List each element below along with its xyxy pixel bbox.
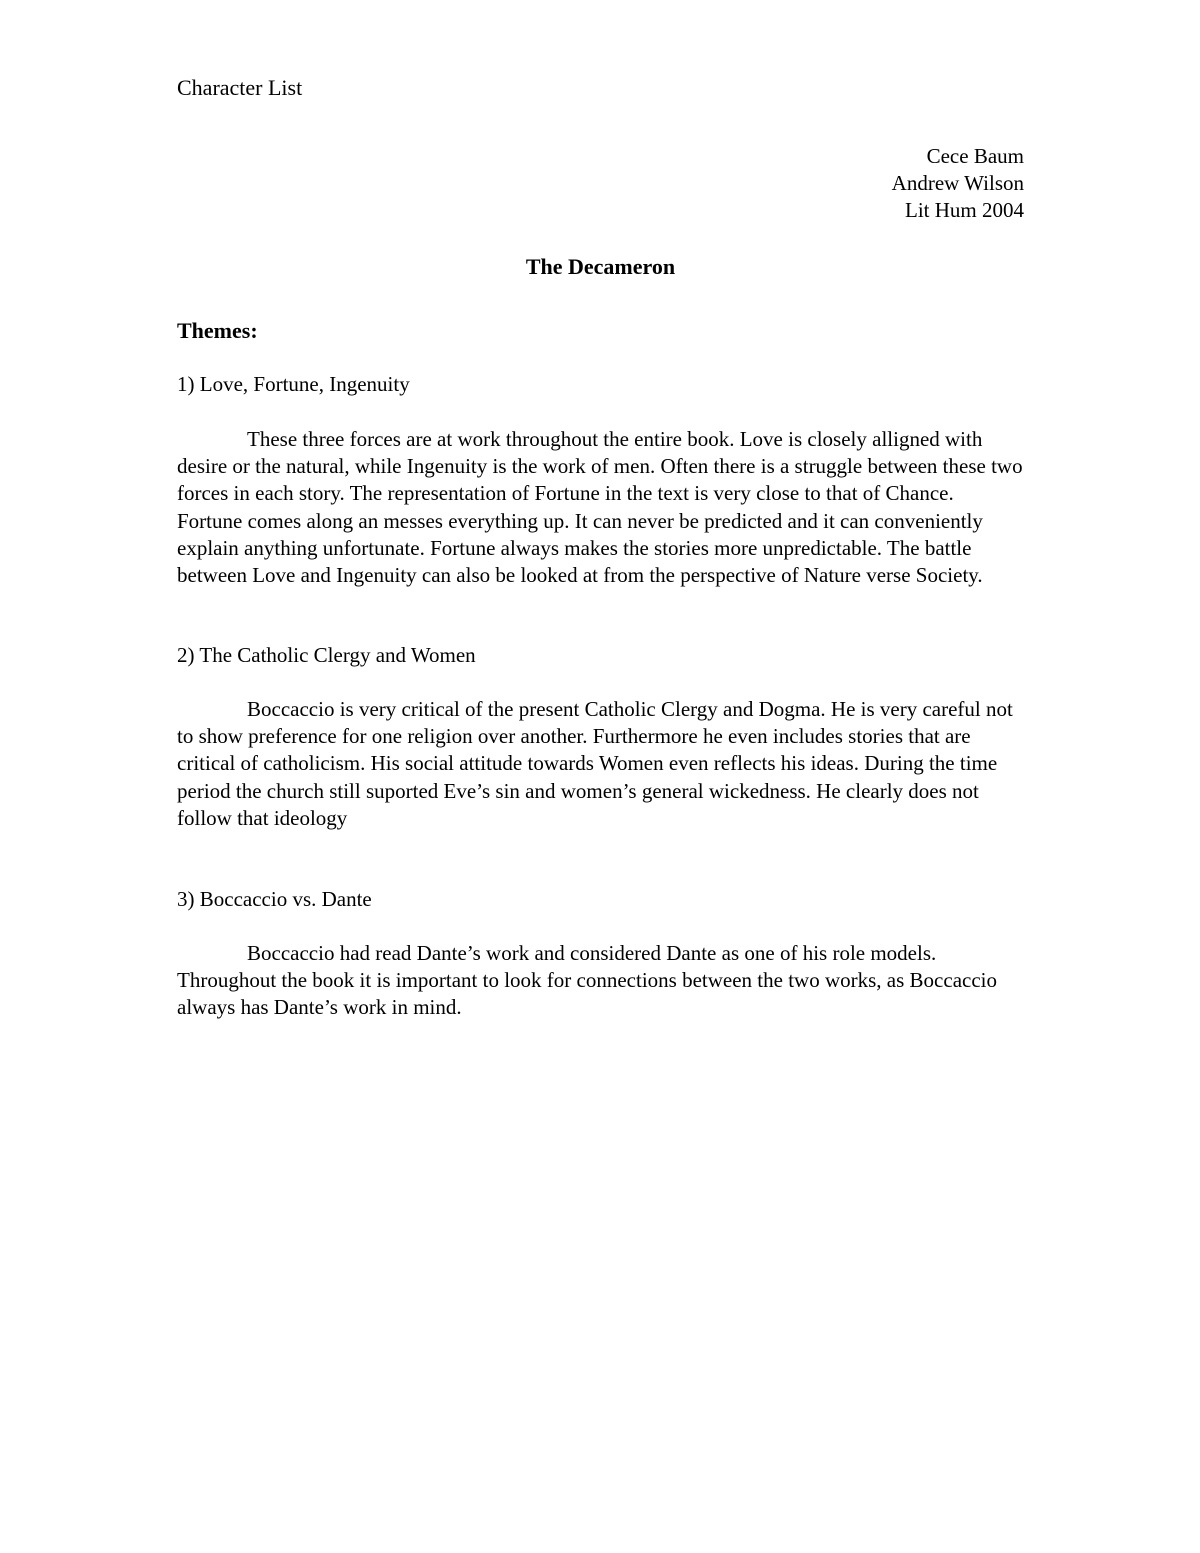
author-name: Cece Baum [926,144,1024,168]
author-name: Andrew Wilson [891,171,1024,195]
theme-title: 3) Boccaccio vs. Dante [177,887,372,911]
theme-paragraph: These three forces are at work throughout the entire book. Love is closely alligned with desire or the natural, while Ingenuity is the work of men. Often there is a struggle between these two forces in each story. The representation of Fortune in the text is very close to that of Chance. Fortune comes along an messes everything up. It can never be predicted and it can conveniently explain anything unfortunate. Fortune always makes the stories more unpredictable. The battle between Love and Ingenuity can also be looked at from the perspective of Nature verse Society. [177,427,1023,588]
theme-paragraph: Boccaccio had read Dante’s work and considered Dante as one of his role models. Throughout the book it is important to look for connections between the two works, as Boccaccio always has Dante’s work in mind. [177,941,997,1020]
theme-title: 1) Love, Fortune, Ingenuity [177,372,410,396]
document-header: Character List [177,75,303,100]
author-block [892,143,1024,224]
document-title: The Decameron [525,254,676,279]
theme-paragraph: Boccaccio is very critical of the present Catholic Clergy and Dogma. He is very careful not to show preference for one religion over another. Furthermore he even includes stories that are critical of catholicism. His social attitude towards Women even reflects his ideas. During the time period the church still suported Eve’s sin and women’s general wickedness. He clearly does not follow that ideology [177,697,1013,830]
section-heading: Themes: [177,318,258,343]
theme-title: 2) The Catholic Clergy and Women [177,643,476,667]
course-name: Lit Hum 2004 [905,198,1024,222]
